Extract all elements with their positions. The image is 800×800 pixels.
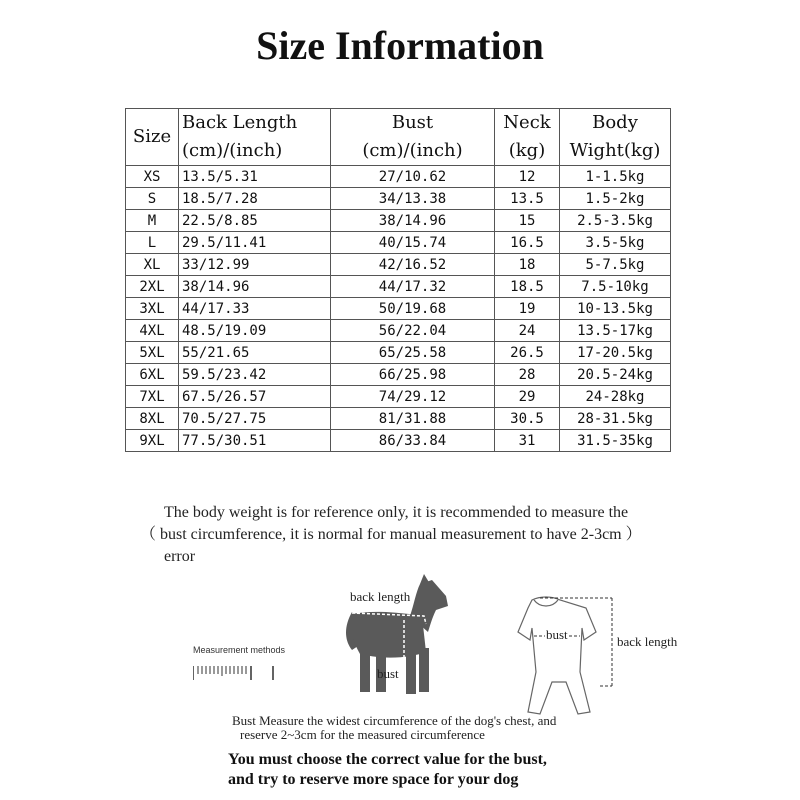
header-size-label: Size bbox=[132, 126, 172, 147]
cell-body-weight: 2.5-3.5kg bbox=[560, 210, 671, 232]
bust-measure-instructions bbox=[232, 714, 652, 742]
warning-line2: and try to reserve more space for your dog bbox=[228, 771, 519, 788]
cell-body-weight: 31.5-35kg bbox=[560, 430, 671, 452]
cell-bust: 81/31.88 bbox=[331, 408, 495, 430]
cell-size: XL bbox=[126, 254, 179, 276]
cell-back-length: 70.5/27.75 bbox=[179, 408, 331, 430]
dog-back-length-label: back length bbox=[350, 589, 411, 604]
cell-size: 9XL bbox=[126, 430, 179, 452]
cell-body-weight: 24-28kg bbox=[560, 386, 671, 408]
cell-size: 2XL bbox=[126, 276, 179, 298]
cell-body-weight: 1.5-2kg bbox=[560, 188, 671, 210]
cell-size: 8XL bbox=[126, 408, 179, 430]
cell-size: 6XL bbox=[126, 364, 179, 386]
cell-neck: 16.5 bbox=[495, 232, 560, 254]
header-bust-line2: (cm)/(inch) bbox=[362, 140, 463, 161]
cell-back-length: 29.5/11.41 bbox=[179, 232, 331, 254]
cell-back-length: 18.5/7.28 bbox=[179, 188, 331, 210]
cell-bust: 27/10.62 bbox=[331, 166, 495, 188]
cell-bust: 50/19.68 bbox=[331, 298, 495, 320]
cell-size: 7XL bbox=[126, 386, 179, 408]
cell-neck: 28 bbox=[495, 364, 560, 386]
measure-line2: reserve 2~3cm for the measured circumference bbox=[240, 727, 485, 742]
header-bust-line1: Bust bbox=[391, 112, 434, 133]
cell-size: XS bbox=[126, 166, 179, 188]
cell-body-weight: 13.5-17kg bbox=[560, 320, 671, 342]
garment-back-length-label: back length bbox=[617, 634, 678, 649]
page-title: Size Information bbox=[256, 23, 544, 68]
cell-body-weight: 28-31.5kg bbox=[560, 408, 671, 430]
cell-bust: 34/13.38 bbox=[331, 188, 495, 210]
cell-neck: 30.5 bbox=[495, 408, 560, 430]
note-line3: error bbox=[164, 548, 196, 565]
garment-bust-label: bust bbox=[546, 627, 568, 642]
cell-bust: 74/29.12 bbox=[331, 386, 495, 408]
note-line2: （ bust circumference, it is normal for manual measurement to have 2-3cm ） bbox=[140, 526, 642, 543]
header-body-line2: Wight(kg) bbox=[569, 140, 661, 161]
cell-back-length: 22.5/8.85 bbox=[179, 210, 331, 232]
cell-bust: 38/14.96 bbox=[331, 210, 495, 232]
cell-bust: 44/17.32 bbox=[331, 276, 495, 298]
cell-bust: 65/25.58 bbox=[331, 342, 495, 364]
cell-size: M bbox=[126, 210, 179, 232]
cell-back-length: 77.5/30.51 bbox=[179, 430, 331, 452]
cell-bust: 86/33.84 bbox=[331, 430, 495, 452]
garment-outline-icon bbox=[518, 597, 596, 714]
cell-body-weight: 10-13.5kg bbox=[560, 298, 671, 320]
cell-bust: 42/16.52 bbox=[331, 254, 495, 276]
cell-back-length: 33/12.99 bbox=[179, 254, 331, 276]
cell-back-length: 44/17.33 bbox=[179, 298, 331, 320]
cell-neck: 15 bbox=[495, 210, 560, 232]
cell-back-length: 48.5/19.09 bbox=[179, 320, 331, 342]
cell-body-weight: 20.5-24kg bbox=[560, 364, 671, 386]
cell-size: 3XL bbox=[126, 298, 179, 320]
header-back-line1: Back Length bbox=[182, 112, 298, 133]
bust-warning bbox=[228, 750, 668, 790]
cell-back-length: 67.5/26.57 bbox=[179, 386, 331, 408]
note-line1: The body weight is for reference only, it is recommended to measure the bbox=[164, 504, 629, 521]
cell-body-weight: 1-1.5kg bbox=[560, 166, 671, 188]
cell-neck: 19 bbox=[495, 298, 560, 320]
cell-body-weight: 3.5-5kg bbox=[560, 232, 671, 254]
measurement-methods-label: Measurement methods bbox=[193, 645, 286, 655]
cell-body-weight: 5-7.5kg bbox=[560, 254, 671, 276]
cell-neck: 31 bbox=[495, 430, 560, 452]
cell-neck: 13.5 bbox=[495, 188, 560, 210]
cell-neck: 24 bbox=[495, 320, 560, 342]
cell-size: 5XL bbox=[126, 342, 179, 364]
cell-neck: 29 bbox=[495, 386, 560, 408]
cell-neck: 26.5 bbox=[495, 342, 560, 364]
cell-back-length: 38/14.96 bbox=[179, 276, 331, 298]
header-back-line2: (cm)/(inch) bbox=[182, 140, 283, 161]
cell-back-length: 59.5/23.42 bbox=[179, 364, 331, 386]
header-neck-line2: (kg) bbox=[508, 140, 546, 161]
cell-size: L bbox=[126, 232, 179, 254]
cell-neck: 18 bbox=[495, 254, 560, 276]
warning-line1: You must choose the correct value for the bust, bbox=[228, 751, 547, 768]
cell-back-length: 13.5/5.31 bbox=[179, 166, 331, 188]
cell-size: S bbox=[126, 188, 179, 210]
cell-bust: 66/25.98 bbox=[331, 364, 495, 386]
cell-bust: 40/15.74 bbox=[331, 232, 495, 254]
cell-back-length: 55/21.65 bbox=[179, 342, 331, 364]
cell-neck: 18.5 bbox=[495, 276, 560, 298]
header-body-line1: Body bbox=[592, 112, 638, 133]
cell-bust: 56/22.04 bbox=[331, 320, 495, 342]
cell-size: 4XL bbox=[126, 320, 179, 342]
cell-body-weight: 7.5-10kg bbox=[560, 276, 671, 298]
header-neck-line1: Neck bbox=[503, 112, 551, 133]
cell-body-weight: 17-20.5kg bbox=[560, 342, 671, 364]
dog-bust-label: bust bbox=[377, 666, 399, 681]
measure-line1: Bust Measure the widest circumference of the dog's chest, and bbox=[232, 713, 557, 728]
cell-neck: 12 bbox=[495, 166, 560, 188]
